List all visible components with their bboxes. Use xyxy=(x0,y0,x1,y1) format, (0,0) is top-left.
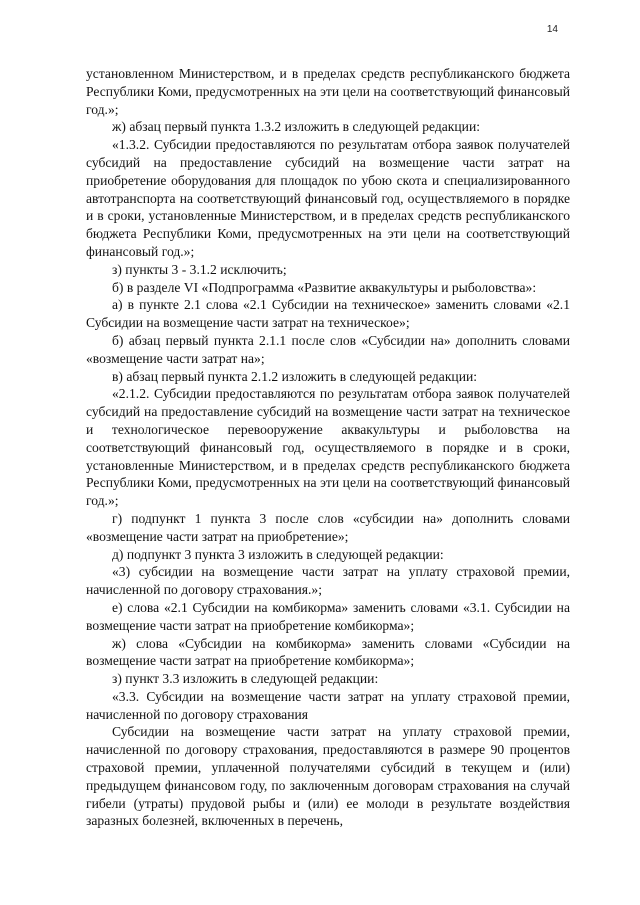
paragraph-continuation: установленном Министерством, и в пределах средств республиканского бюджета Республики Коми, предусмотренных на эти цели на соответствующий финансовый год.»; xyxy=(86,66,570,117)
paragraph-item-e: е) слова «2.1 Субсидии на комбикорма» заменить словами «3.1. Субсидии на возмещение части затрат на приобретение комбикорма»; xyxy=(86,599,570,633)
paragraph-item-b-section-6: б) в разделе VI «Подпрограмма «Развитие аквакультуры и рыболовства»: xyxy=(112,279,537,295)
page-number: 14 xyxy=(546,24,558,35)
paragraph-item-zh-2: ж) слова «Субсидии на комбикорма» заменить словами «Субсидии на возмещение части затрат на приобретение комбикорма»; xyxy=(86,635,570,669)
paragraph-quote-2-1-2: «2.1.2. Субсидии предоставляются по результатам отбора заявок получателей субсидий на предоставление субсидий на возмещение части затрат на техническое и технологическое перевооружение аквакультуры и рыболовства на соответствующий финансовый год, осуществляемого в порядке и в сроки, установленные Министерством, и в пределах средств республиканского бюджета Республики Коми, предусмотренных на эти цели на соответствующий финансовый год.»; xyxy=(86,386,570,509)
paragraph-item-g: г) подпункт 1 пункта 3 после слов «субсидии на» дополнить словами «возмещение части затрат на приобретение»; xyxy=(86,510,570,544)
paragraph-item-zh: ж) абзац первый пункта 1.3.2 изложить в следующей редакции: xyxy=(112,119,481,135)
paragraph-item-b: б) абзац первый пункта 2.1.1 после слов «Субсидии на» дополнить словами «возмещение части затрат на»; xyxy=(86,332,570,366)
paragraph-item-d: д) подпункт 3 пункта 3 изложить в следующей редакции: xyxy=(112,546,444,562)
paragraph-item-z-2: з) пункт 3.3 изложить в следующей редакции: xyxy=(112,671,379,687)
document-body xyxy=(86,65,570,830)
paragraph-item-z: з) пункты 3 - 3.1.2 исключить; xyxy=(112,261,287,277)
paragraph-item-a: а) в пункте 2.1 слова «2.1 Субсидии на техническое» заменить словами «2.1 Субсидии на возмещение части затрат на техническое»; xyxy=(86,297,570,331)
paragraph-quote-3-3: «3.3. Субсидии на возмещение части затрат на уплату страховой премии, начисленной по договору страхования xyxy=(86,688,570,722)
paragraph-quote-1-3-2: «1.3.2. Субсидии предоставляются по результатам отбора заявок получателей субсидий на предоставление субсидий на возмещение части затрат на приобретение оборудования для площадок по убою скота и специализированного автотранспорта на соответствующий финансовый год, осуществляемого в порядке и в сроки, установленные Министерством, и в пределах средств республиканского бюджета Республики Коми, предусмотренных на эти цели на соответствующий финансовый год.»; xyxy=(86,137,570,259)
paragraph-quote-subsidies-3: «3) субсидии на возмещение части затрат на уплату страховой премии, начисленной по договору страхования.»; xyxy=(86,564,570,598)
paragraph-subsidies-body: Субсидии на возмещение части затрат на уплату страховой премии, начисленной по договору страхования, предоставляются в размере 90 процентов страховой премии, уплаченной получателями субсидий в текущем и (или) предыдущем финансовом году, по заключенным договорам страхования на случай гибели (утраты) прудовой рыбы и (или) ее молоди в результате воздействия заразных болезней, включенных в перечень, xyxy=(86,724,570,829)
paragraph-item-v: в) абзац первый пункта 2.1.2 изложить в следующей редакции: xyxy=(112,368,478,384)
